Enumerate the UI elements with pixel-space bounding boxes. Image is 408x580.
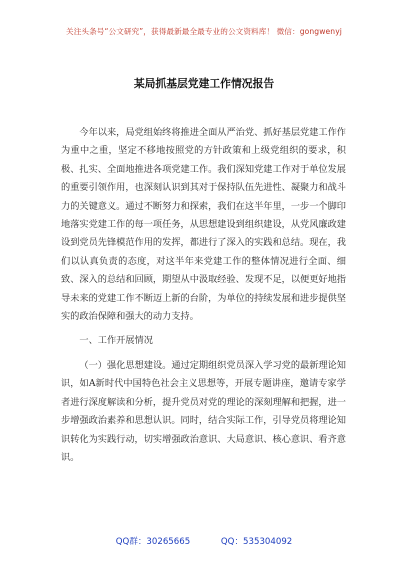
qq-group-number: QQ群：30265665 [115,537,191,547]
promo-banner: 关注头条号“公文研究”，获得最新最全最专业的公文资料库！ 微信：gongwenyj [66,27,342,36]
document-title: 某局抓基层党建工作情况报告 [133,77,275,90]
qq-number: QQ：535304092 [220,537,293,547]
document-body [61,124,346,467]
contact-footer [0,535,408,547]
intro-paragraph: 今年以来，局党组始终将推进全面从严治党、抓好基层党建工作作为重中之重，坚定不移地按照党的方针政策和上级党组织的要求，积极、扎实、全面地推进各项党建工作。我们深知党建工作对于单位发展的重要引领作用，也深刻认识到其对于保持队伍先进性、凝聚力和战斗力的关键意义。通过不断努力和探索，我们在这半年里，一步一个脚印地落实党建工作的每一项任务，从思想建设到组织建设，从党风廉政建设到党员先锋模范作用的发挥，都进行了深入的实践和总结。现在，我们以认真负责的态度，对这半年来党建工作的整体情况进行全面、细致、深入的总结和回顾，期望从中汲取经验、发现不足，以便更好地指导未来的党建工作不断迈上新的台阶，为单位的持续发展和进步提供坚实的政治保障和强大的动力支持。 [61,127,346,323]
subsection-paragraph: （一）强化思想建设。通过定期组织党员深入学习党的最新理论知识，如A新时代中国特色社会主义思想等，开展专题讲座，邀请专家学者进行深度解读和分析，提升党员对党的理论的深刻理解和把握，进一步增强政治素养和思想认识。同时，结合实际工作，引导党员将理论知识转化为实践行动，切实增强政治意识、大局意识、核心意识、看齐意识。 [61,359,346,463]
section-heading: 一、工作开展情况 [79,335,153,347]
